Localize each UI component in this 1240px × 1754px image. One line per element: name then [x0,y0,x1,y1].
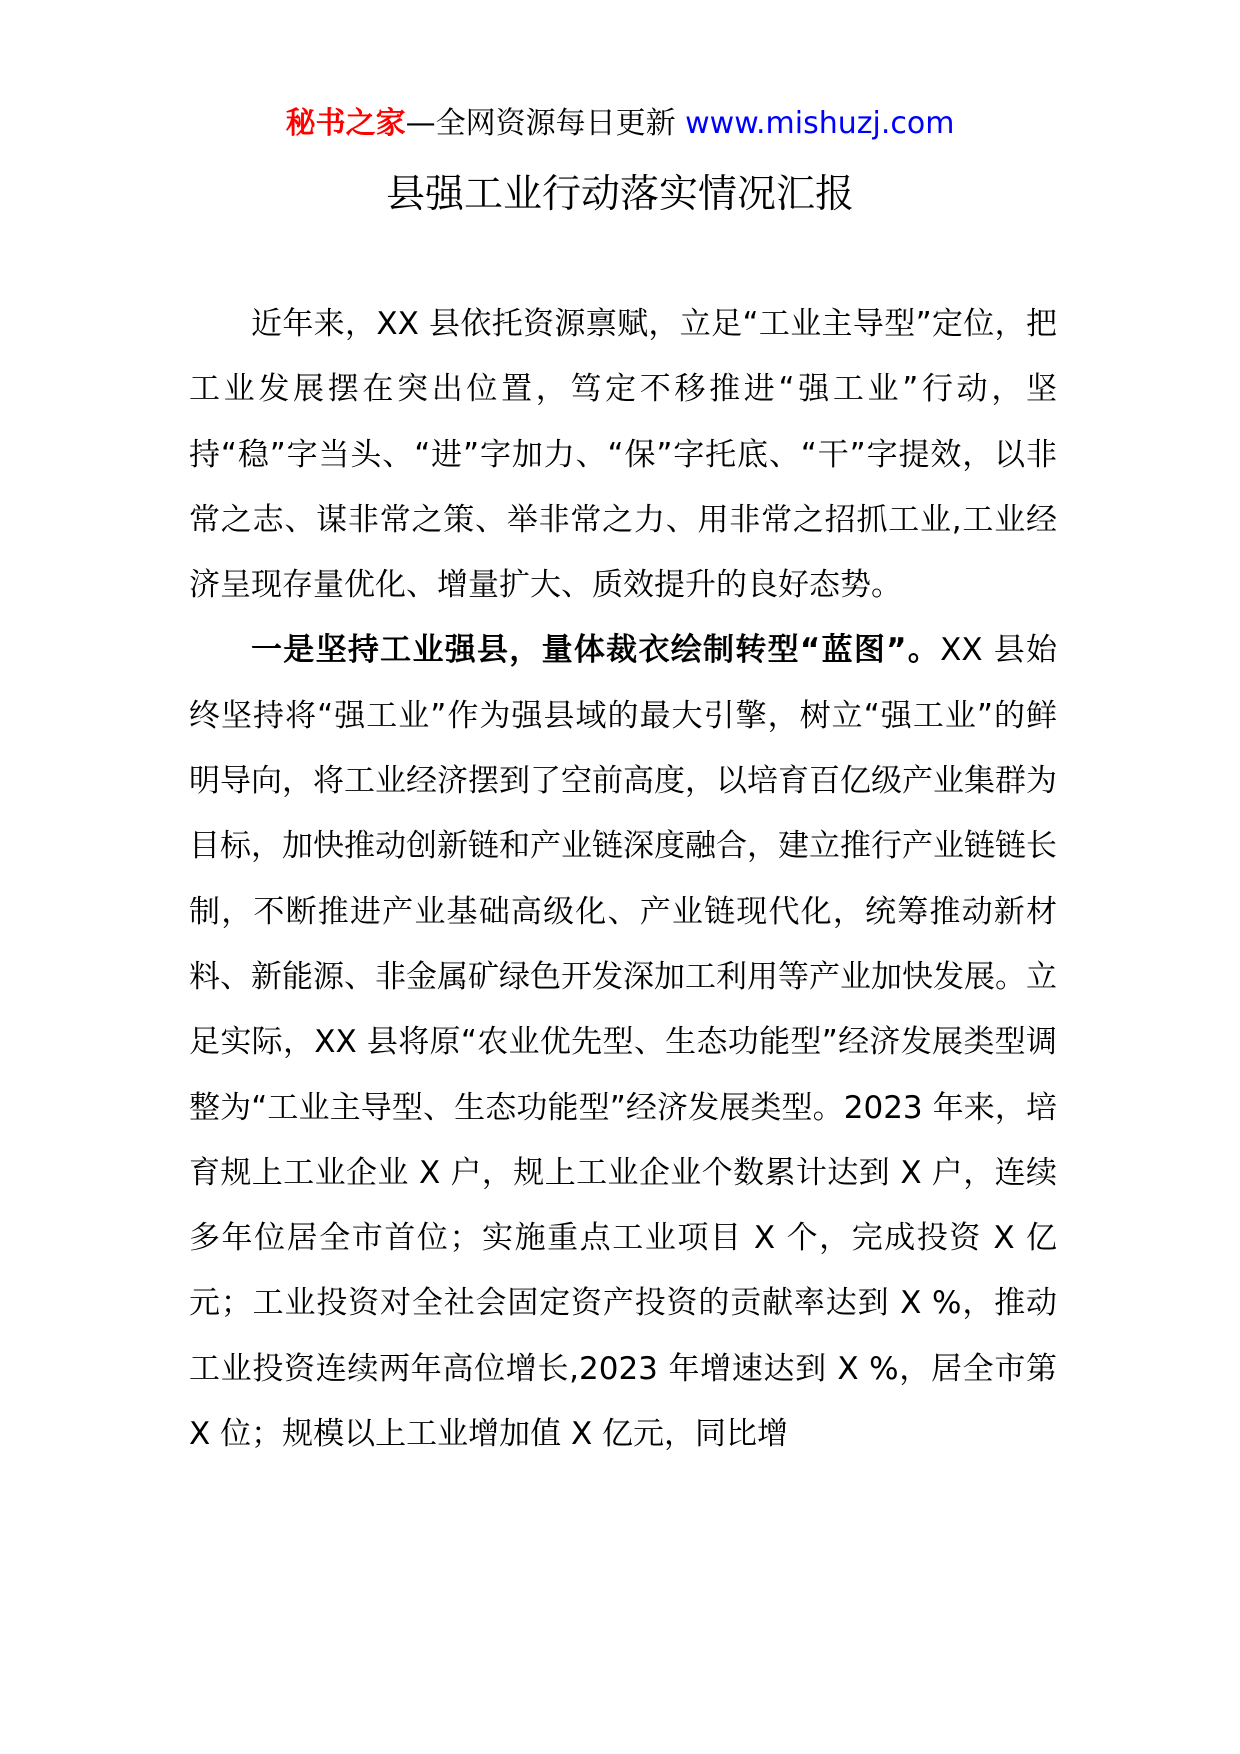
site-brand: 秘书之家 [285,106,406,141]
paragraph-text: XX 县始终坚持将“强工业”作为强县域的最大引擎，树立“强工业”的鲜明导向，将工业经济摆到了空前高度，以培育百亿级产业集群为目标，加快推动创新链和产业链深度融合，建立推行产业链链长制，不断推进产业基础高级化、产业链现代化，统筹推动新材料、新能源、非金属矿绿色开发深加工利用等产业加快发展。立足实际，XX 县将原“农业优先型、生态功能型”经济发展类型调整为“工业主导型、生态功能型”经济发展类型。2023 年来，培育规上工业企业 X 户，规上工业企业个数累计达到 X 户，连续多年位居全市首位；实施重点工业项目 X 个，完成投资 X 亿元；工业投资对全社会固定资产投资的贡献率达到 X %，推动工业投资连续两年高位增长,2023 年增速达到 X %，居全市第 X 位；规模以上工业增加值 X 亿元，同比增 [189,632,1057,1453]
paragraph-point-one [189,618,1057,1467]
paragraph-intro [189,292,1057,618]
site-tagline: —全网资源每日更新 [405,106,676,141]
site-url-link[interactable]: www.mishuzj.com [685,106,955,141]
paragraph-text: 近年来，XX 县依托资源禀赋，立足“工业主导型”定位，把工业发展摆在突出位置，笃定不移推进“强工业”行动，坚持“稳”字当头、“进”字加力、“保”字托底、“干”字提效，以非常之志、谋非常之策、举非常之力、用非常之招抓工业,工业经济呈现存量优化、增量扩大、质效提升的良好态势。 [189,306,1057,604]
document-body [189,292,1057,1467]
site-header [0,102,1240,146]
document-title: 县强工业行动落实情况汇报 [385,172,854,217]
paragraph-lead: 一是坚持工业强县，量体裁衣绘制转型“蓝图”。 [251,632,941,669]
